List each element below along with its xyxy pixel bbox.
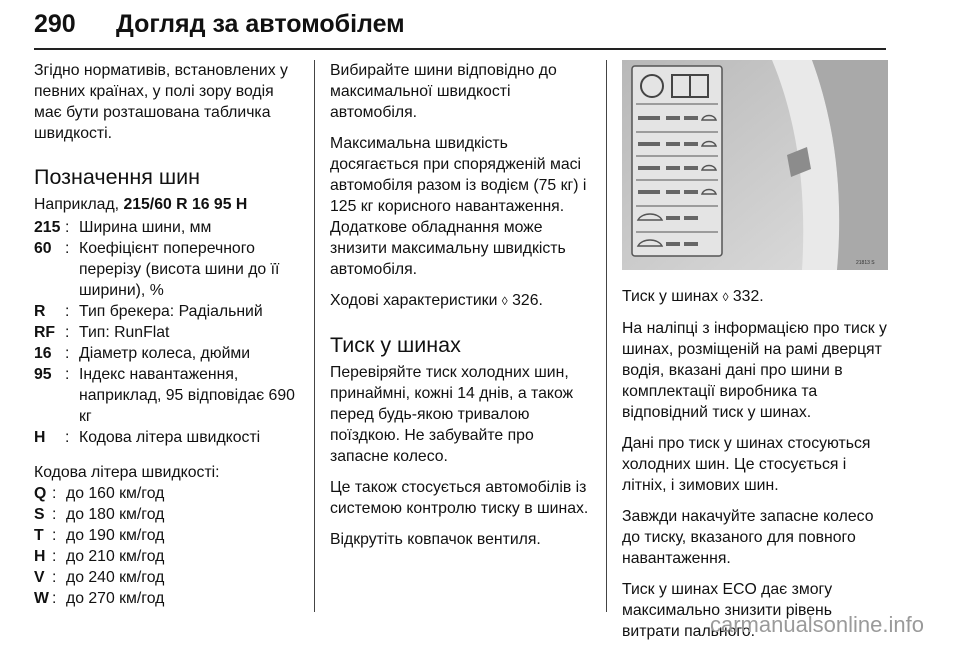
definition-row xyxy=(34,567,302,588)
definition-value: до 190 км/год xyxy=(66,527,165,544)
section-heading-tire-designations: Позначення шин xyxy=(34,165,201,189)
column-divider xyxy=(314,60,315,612)
definition-value: Коефіцієнт поперечного перерізу (висота шини до її ширини), % xyxy=(79,240,280,299)
definition-key: R xyxy=(34,303,46,320)
definition-colon: : xyxy=(65,345,70,362)
example-code: 215/60 R 16 95 H xyxy=(123,196,248,213)
definition-colon: : xyxy=(65,366,70,383)
definition-colon: : xyxy=(52,590,57,607)
definition-colon: : xyxy=(52,485,57,502)
page-title: Догляд за автомобілем xyxy=(116,10,405,38)
definition-value: Кодова літера швидкості xyxy=(79,429,261,446)
paragraph: На наліпці з інформацією про тиск у шинах, розміщеній на рамі дверцят водія, вказані дані про шини в комплектації виробника та відповідний тиск у шинах. xyxy=(622,320,887,421)
definition-key: H xyxy=(34,429,46,446)
page-ref-link[interactable]: 326. xyxy=(512,292,543,309)
definition-row xyxy=(34,546,302,567)
definition-key: 60 xyxy=(34,240,52,257)
example-line: Наприклад, 215/60 R 16 95 H xyxy=(34,196,248,213)
definition-colon: : xyxy=(52,548,57,565)
paragraph: Вибирайте шини відповідно до максимальної швидкості автомобіля. xyxy=(330,62,557,121)
definition-row xyxy=(34,322,302,343)
definition-value: до 270 км/год xyxy=(66,590,165,607)
definition-key: T xyxy=(34,527,44,544)
definition-row xyxy=(34,364,302,427)
definition-colon: : xyxy=(65,429,70,446)
column-2 xyxy=(330,60,592,560)
image-id-label: 21813 S xyxy=(856,260,875,266)
column-1 xyxy=(34,60,302,609)
definition-row xyxy=(34,525,302,546)
definition-key: 16 xyxy=(34,345,52,362)
definition-value: до 180 км/год xyxy=(66,506,165,523)
paragraph: Відкрутіть ковпачок вентиля. xyxy=(330,531,541,548)
speed-list xyxy=(34,483,302,609)
tire-pressure-sticker xyxy=(632,66,722,256)
page-ref-link[interactable]: 332. xyxy=(732,288,764,305)
paragraph: Завжди накачуйте запасне колесо до тиску, вказаного для повного навантаження. xyxy=(622,508,874,567)
definition-colon: : xyxy=(65,324,70,341)
definition-colon: : xyxy=(65,219,70,236)
tire-pressure-label-photo xyxy=(622,60,888,270)
page-number: 290 xyxy=(34,10,76,38)
paragraph-ref: Ходові характеристики ◊ 326. xyxy=(330,292,543,309)
definition-row xyxy=(34,504,302,525)
paragraph: Максимальна швидкість досягається при спорядженій масі автомобіля разом із водієм (75 кг) і 125 кг корисного навантаження. Додаткове обладнання може знизити максимальну швидкість автомобіля. xyxy=(330,135,587,278)
definition-row xyxy=(34,301,302,322)
definition-key: Q xyxy=(34,485,47,502)
definition-key: S xyxy=(34,506,45,523)
definition-colon: : xyxy=(52,569,57,586)
definition-colon: : xyxy=(65,303,70,320)
definition-colon: : xyxy=(52,527,57,544)
definition-row xyxy=(34,588,302,609)
column-divider xyxy=(606,60,607,612)
definition-key: W xyxy=(34,590,49,607)
definition-key: H xyxy=(34,548,46,565)
ref-icon: ◊ xyxy=(722,290,729,304)
definition-value: до 240 км/год xyxy=(66,569,165,586)
paragraph: Тиск у шинах ECO дає змогу максимально знизити рівень витрати пального. xyxy=(622,581,833,640)
definition-row xyxy=(34,238,302,301)
intro-paragraph: Згідно нормативів, встановлених у певних країнах, у полі зору водія має бути розташована табличка швидкості. xyxy=(34,62,288,142)
paragraph: Перевіряйте тиск холодних шин, принаймні, кожні 14 днів, а також перед будь-якою тривалою поїздкою. Не забувайте про запасне колесо. xyxy=(330,364,574,465)
ref-icon: ◊ xyxy=(501,294,508,308)
speed-heading: Кодова літера швидкості: xyxy=(34,464,220,481)
definition-key: V xyxy=(34,569,45,586)
definition-value: Тип: RunFlat xyxy=(79,324,170,341)
paragraph-ref: Тиск у шинах ◊ 332. xyxy=(622,288,764,305)
paragraph: Це також стосується автомобілів із системою контролю тиску в шинах. xyxy=(330,479,589,517)
section-heading-tire-pressure: Тиск у шинах xyxy=(330,333,461,357)
definition-colon: : xyxy=(65,240,70,257)
definition-row xyxy=(34,427,302,448)
door-frame-illustration xyxy=(622,60,888,270)
definition-key: 215 xyxy=(34,219,61,236)
definition-key: RF xyxy=(34,324,56,341)
header-rule xyxy=(34,48,886,50)
paragraph: Дані про тиск у шинах стосуються холодних шин. Це стосується і літніх, і зимових шин. xyxy=(622,435,871,494)
column-3 xyxy=(622,60,890,652)
code-list xyxy=(34,217,302,448)
definition-colon: : xyxy=(52,506,57,523)
definition-value: до 210 км/год xyxy=(66,548,165,565)
definition-value: Тип брекера: Радіальний xyxy=(79,303,263,320)
definition-row xyxy=(34,483,302,504)
watermark: carmanualsonline.info xyxy=(709,612,924,637)
definition-key: 95 xyxy=(34,366,52,383)
definition-value: до 160 км/год xyxy=(66,485,165,502)
definition-row xyxy=(34,217,302,238)
definition-value: Діаметр колеса, дюйми xyxy=(79,345,251,362)
definition-value: Ширина шини, мм xyxy=(79,219,212,236)
definition-row xyxy=(34,343,302,364)
page-header xyxy=(34,4,886,48)
definition-value: Індекс навантаження, наприклад, 95 відповідає 690 кг xyxy=(79,366,295,425)
